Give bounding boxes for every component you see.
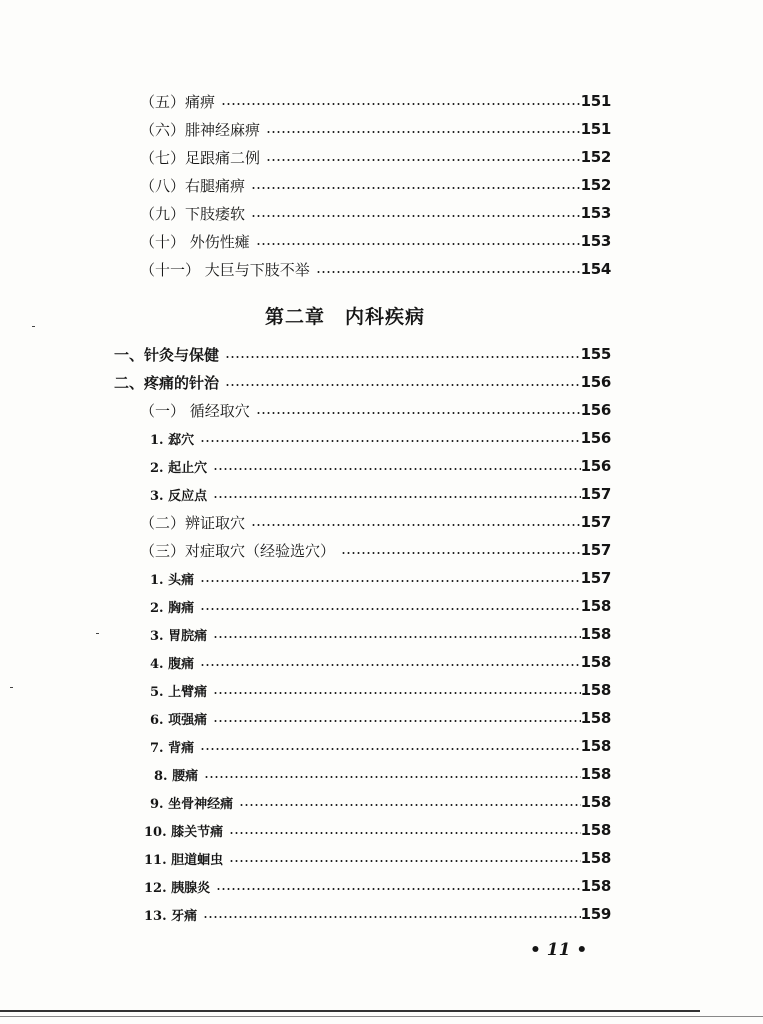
entry-page: 158	[580, 821, 611, 839]
entry-page: 158	[580, 765, 611, 783]
scan-edge-line	[0, 1010, 700, 1012]
entry-label: 1. 头痛	[150, 572, 195, 588]
dot-leader	[200, 748, 580, 750]
entry-label: （三）对症取穴（经验选穴）	[140, 541, 336, 560]
dot-leader	[316, 271, 581, 273]
dot-leader	[229, 832, 580, 834]
entry-label: 10. 膝关节痛	[144, 824, 224, 840]
chapter-title: 第二章 内科疾病	[265, 306, 426, 328]
entry-page: 158	[580, 625, 611, 643]
dot-leader	[200, 440, 580, 442]
dot-leader	[256, 243, 581, 245]
toc-entry	[144, 903, 611, 925]
entry-label: （一） 循经取穴	[140, 401, 250, 420]
dot-leader	[225, 356, 581, 358]
dot-leader	[200, 580, 580, 582]
dot-leader	[213, 636, 580, 638]
toc-entry	[150, 595, 611, 617]
toc-entry	[140, 539, 611, 561]
toc-entry	[150, 735, 611, 757]
entry-label: （八）右腿痛痹	[140, 176, 246, 195]
section-page: 156	[580, 373, 611, 391]
entry-label: 11. 胆道蛔虫	[144, 852, 224, 868]
toc-entry	[140, 202, 611, 224]
entry-label: （二）辨证取穴	[140, 513, 246, 532]
entry-label: 2. 起止穴	[150, 460, 208, 476]
entry-page: 151	[580, 120, 611, 138]
scan-edge-line	[0, 1016, 763, 1017]
entry-page: 152	[580, 148, 611, 166]
dot-leader	[229, 860, 580, 862]
dot-leader	[200, 664, 580, 666]
entry-label: （六）腓神经麻痹	[140, 120, 261, 139]
entry-page: 158	[580, 709, 611, 727]
dot-leader	[221, 103, 581, 105]
entry-page: 151	[580, 92, 611, 110]
toc-section	[114, 371, 611, 393]
dot-leader	[341, 552, 581, 554]
toc-entry	[150, 427, 611, 449]
dot-leader	[213, 720, 580, 722]
entry-label: 13. 牙痛	[144, 908, 198, 924]
entry-label: 3. 胃脘痛	[150, 628, 208, 644]
toc-entry	[150, 707, 611, 729]
scan-speck	[10, 687, 13, 688]
entry-page: 157	[580, 569, 611, 587]
entry-page: 156	[580, 401, 611, 419]
entry-page: 152	[580, 176, 611, 194]
scan-speck	[96, 633, 99, 634]
toc-entry	[140, 230, 611, 252]
toc-entry	[140, 146, 611, 168]
entry-page: 154	[580, 260, 611, 278]
dot-leader	[256, 412, 581, 414]
entry-page: 157	[580, 513, 611, 531]
dot-leader	[200, 608, 580, 610]
entry-label: 5. 上臂痛	[150, 684, 208, 700]
entry-page: 156	[580, 457, 611, 475]
entry-label: （十） 外伤性瘫	[140, 232, 250, 251]
dot-leader	[203, 916, 580, 918]
entry-label: 3. 反应点	[150, 488, 208, 504]
entry-page: 158	[580, 793, 611, 811]
toc-entry	[140, 399, 611, 421]
page-number: • 11 •	[530, 940, 588, 960]
toc-entry	[154, 763, 611, 785]
dot-leader	[266, 131, 581, 133]
dot-leader	[239, 804, 580, 806]
entry-label: 1. 郄穴	[150, 432, 195, 448]
section-label: 二、疼痛的针治	[114, 373, 220, 392]
entry-label: 12. 胰腺炎	[144, 880, 211, 896]
entry-label: 8. 腰痛	[154, 768, 199, 784]
dot-leader	[266, 159, 581, 161]
entry-page: 158	[580, 653, 611, 671]
entry-label: 6. 项强痛	[150, 712, 208, 728]
toc-entry	[140, 511, 611, 533]
toc-entry	[144, 819, 611, 841]
scan-speck	[32, 326, 35, 327]
entry-page: 159	[580, 905, 611, 923]
entry-label: 4. 腹痛	[150, 656, 195, 672]
entry-page: 157	[580, 485, 611, 503]
entry-page: 157	[580, 541, 611, 559]
dot-leader	[225, 384, 581, 386]
entry-label: （七）足跟痛二例	[140, 148, 261, 167]
dot-leader	[213, 468, 580, 470]
toc-entry	[150, 623, 611, 645]
section-label: 一、针灸与保健	[114, 345, 220, 364]
dot-leader	[216, 888, 580, 890]
entry-label: 2. 胸痛	[150, 600, 195, 616]
entry-page: 158	[580, 737, 611, 755]
dot-leader	[251, 187, 581, 189]
toc-entry	[150, 651, 611, 673]
toc-section	[114, 343, 611, 365]
dot-leader	[204, 776, 580, 778]
toc-entry	[150, 455, 611, 477]
entry-label: （十一） 大巨与下肢不举	[140, 260, 310, 279]
toc-entry	[140, 258, 611, 280]
dot-leader	[213, 496, 580, 498]
toc-entry	[150, 483, 611, 505]
entry-page: 153	[580, 204, 611, 222]
toc-entry	[140, 174, 611, 196]
dot-leader	[251, 524, 581, 526]
section-page: 155	[580, 345, 611, 363]
entry-label: 9. 坐骨神经痛	[150, 796, 234, 812]
entry-page: 158	[580, 597, 611, 615]
entry-page: 158	[580, 849, 611, 867]
toc-entry	[150, 567, 611, 589]
toc-entry	[140, 118, 611, 140]
toc-entry	[140, 90, 611, 112]
entry-page: 153	[580, 232, 611, 250]
dot-leader	[251, 215, 581, 217]
dot-leader	[213, 692, 580, 694]
entry-label: （九）下肢痿软	[140, 204, 246, 223]
entry-page: 158	[580, 877, 611, 895]
toc-entry	[144, 875, 611, 897]
toc-entry	[150, 791, 611, 813]
toc-entry	[150, 679, 611, 701]
toc-entry	[144, 847, 611, 869]
entry-page: 158	[580, 681, 611, 699]
entry-label: 7. 背痛	[150, 740, 195, 756]
entry-page: 156	[580, 429, 611, 447]
entry-label: （五）痛痹	[140, 92, 216, 111]
